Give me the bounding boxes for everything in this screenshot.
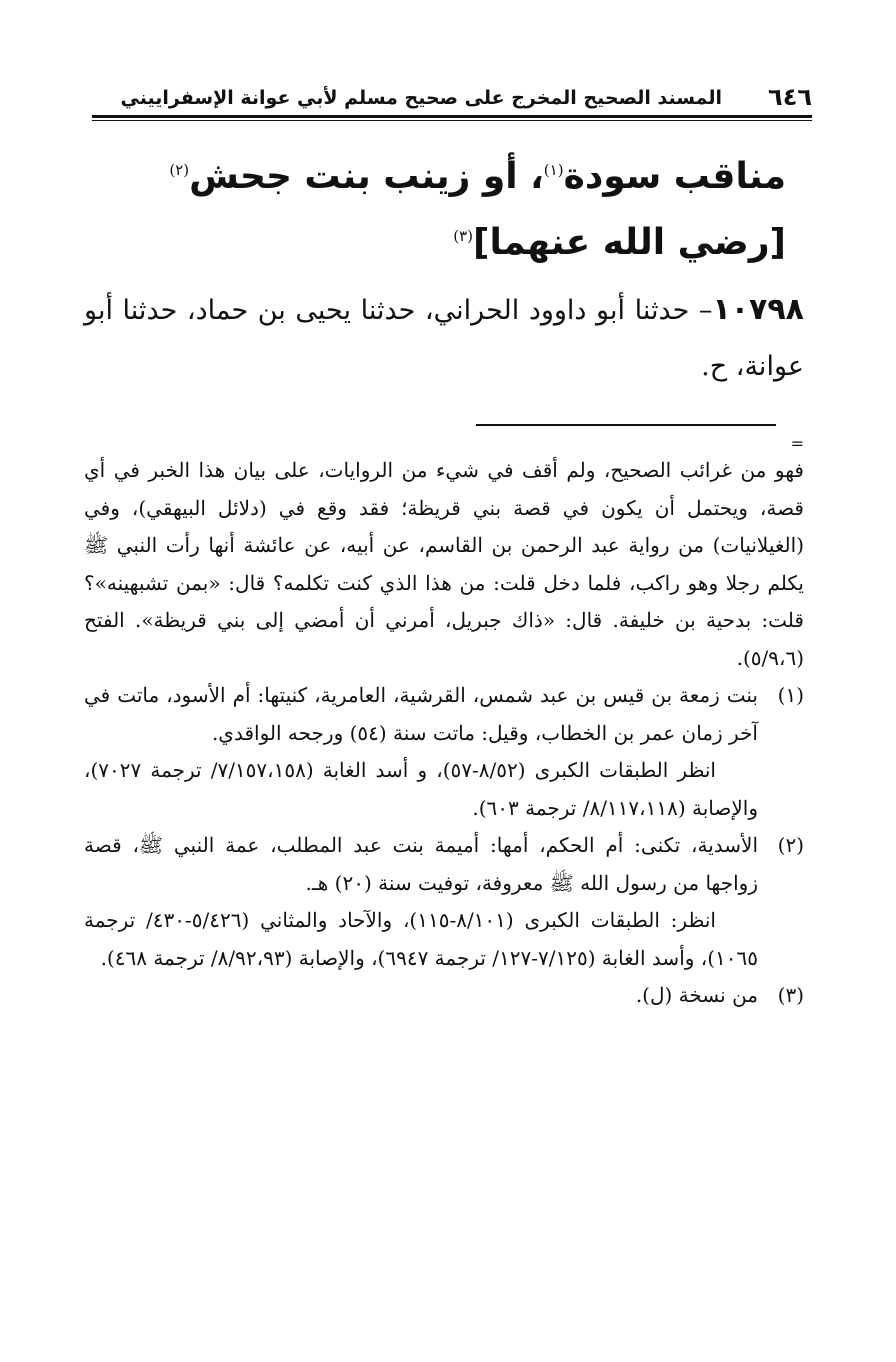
- chapter-title-part-3: [رضي الله عنهما]: [473, 222, 786, 263]
- footnote-text: بنت زمعة بن قيس بن عبد شمس، القرشية، العامرية، كنيتها: أم الأسود، ماتت في آخر زمان عمر بن الخطاب، وقيل: ماتت سنة (٥٤) ورجحه الواقدي.: [84, 683, 758, 745]
- footnote-3: [84, 977, 804, 1015]
- footnote-number: (١): [777, 683, 804, 707]
- continued-mark: =: [790, 434, 804, 453]
- footnote-2: [84, 827, 804, 977]
- hadith-paragraph: [84, 282, 804, 395]
- footnote-sources: انظر: الطبقات الكبرى (٨/١٠١-١١٥)، والآحاد والمثاني (٥/٤٢٦-٤٣٠/ ترجمة ١٠٦٥)، وأسد الغابة (٧/١٢٥-١٢٧/ ترجمة ٦٩٤٧)، والإصابة (٨/٩٢،٩٣/ ترجمة ٤٦٨).: [84, 908, 758, 970]
- footnote-number: (٢): [777, 833, 804, 857]
- header-rule: [92, 115, 812, 121]
- footnote-ref-1[interactable]: (١): [543, 161, 564, 179]
- footnote-number: (٣): [777, 983, 804, 1007]
- hadith-text: – حدثنا أبو داوود الحراني، حدثنا يحيى بن حماد، حدثنا أبو عوانة، ح.: [84, 295, 804, 382]
- page-number: ٦٤٦: [768, 83, 812, 111]
- footnote-separator: [476, 424, 776, 426]
- footnote-text: الأسدية، تكنى: أم الحكم، أمها: أميمة بنت عبد المطلب، عمة النبي ﷺ، قصة زواجها من رسول الله ﷺ معروفة، توفيت سنة (٢٠) هـ.: [84, 833, 758, 895]
- hadith-number: ١٠٧٩٨: [712, 292, 804, 327]
- chapter-heading: [146, 144, 786, 276]
- footnote-1: [84, 677, 804, 827]
- footnote-sources: انظر الطبقات الكبرى (٨/٥٢-٥٧)، و أسد الغابة (٧/١٥٧،١٥٨/ ترجمة ٧٠٢٧)، والإصابة (٨/١١٧،١١٨/ ترجمة ٦٠٣).: [84, 758, 758, 820]
- chapter-title-part-1: مناقب سودة: [563, 156, 786, 197]
- running-title: المسند الصحيح المخرج على صحيح مسلم لأبي عوانة الإسفراييني: [120, 87, 722, 109]
- footnote-text: من نسخة (ل).: [635, 983, 758, 1007]
- footnote-ref-2[interactable]: (٢): [169, 161, 190, 179]
- footnote-continued-text: فهو من غرائب الصحيح، ولم أقف في شيء من الروايات، على بيان هذا الخبر في أي قصة، ويحتمل أن يكون في قصة بني قريظة؛ فقد وقع في (دلائل البيهقي)، وفي (الغيلانيات) من رواية عبد الرحمن بن القاسم، عن أبيه، عن عائشة أنها رأت النبي ﷺ يكلم رجلا وهو راكب، فلما دخل قلت: من هذا الذي كنت تكلمه؟ قال: «بمن تشبهينه»؟ قلت: بدحية بن خليفة. قال: «ذاك جبريل، أمرني أن أمضي إلى بني قريظة». الفتح (٥/٩،٦).: [84, 458, 804, 670]
- footnotes-section: [84, 452, 804, 1015]
- chapter-title-part-2: ، أو زينب بنت جحش: [189, 156, 544, 197]
- footnote-ref-3[interactable]: (٣): [453, 227, 473, 245]
- running-header: [92, 82, 812, 116]
